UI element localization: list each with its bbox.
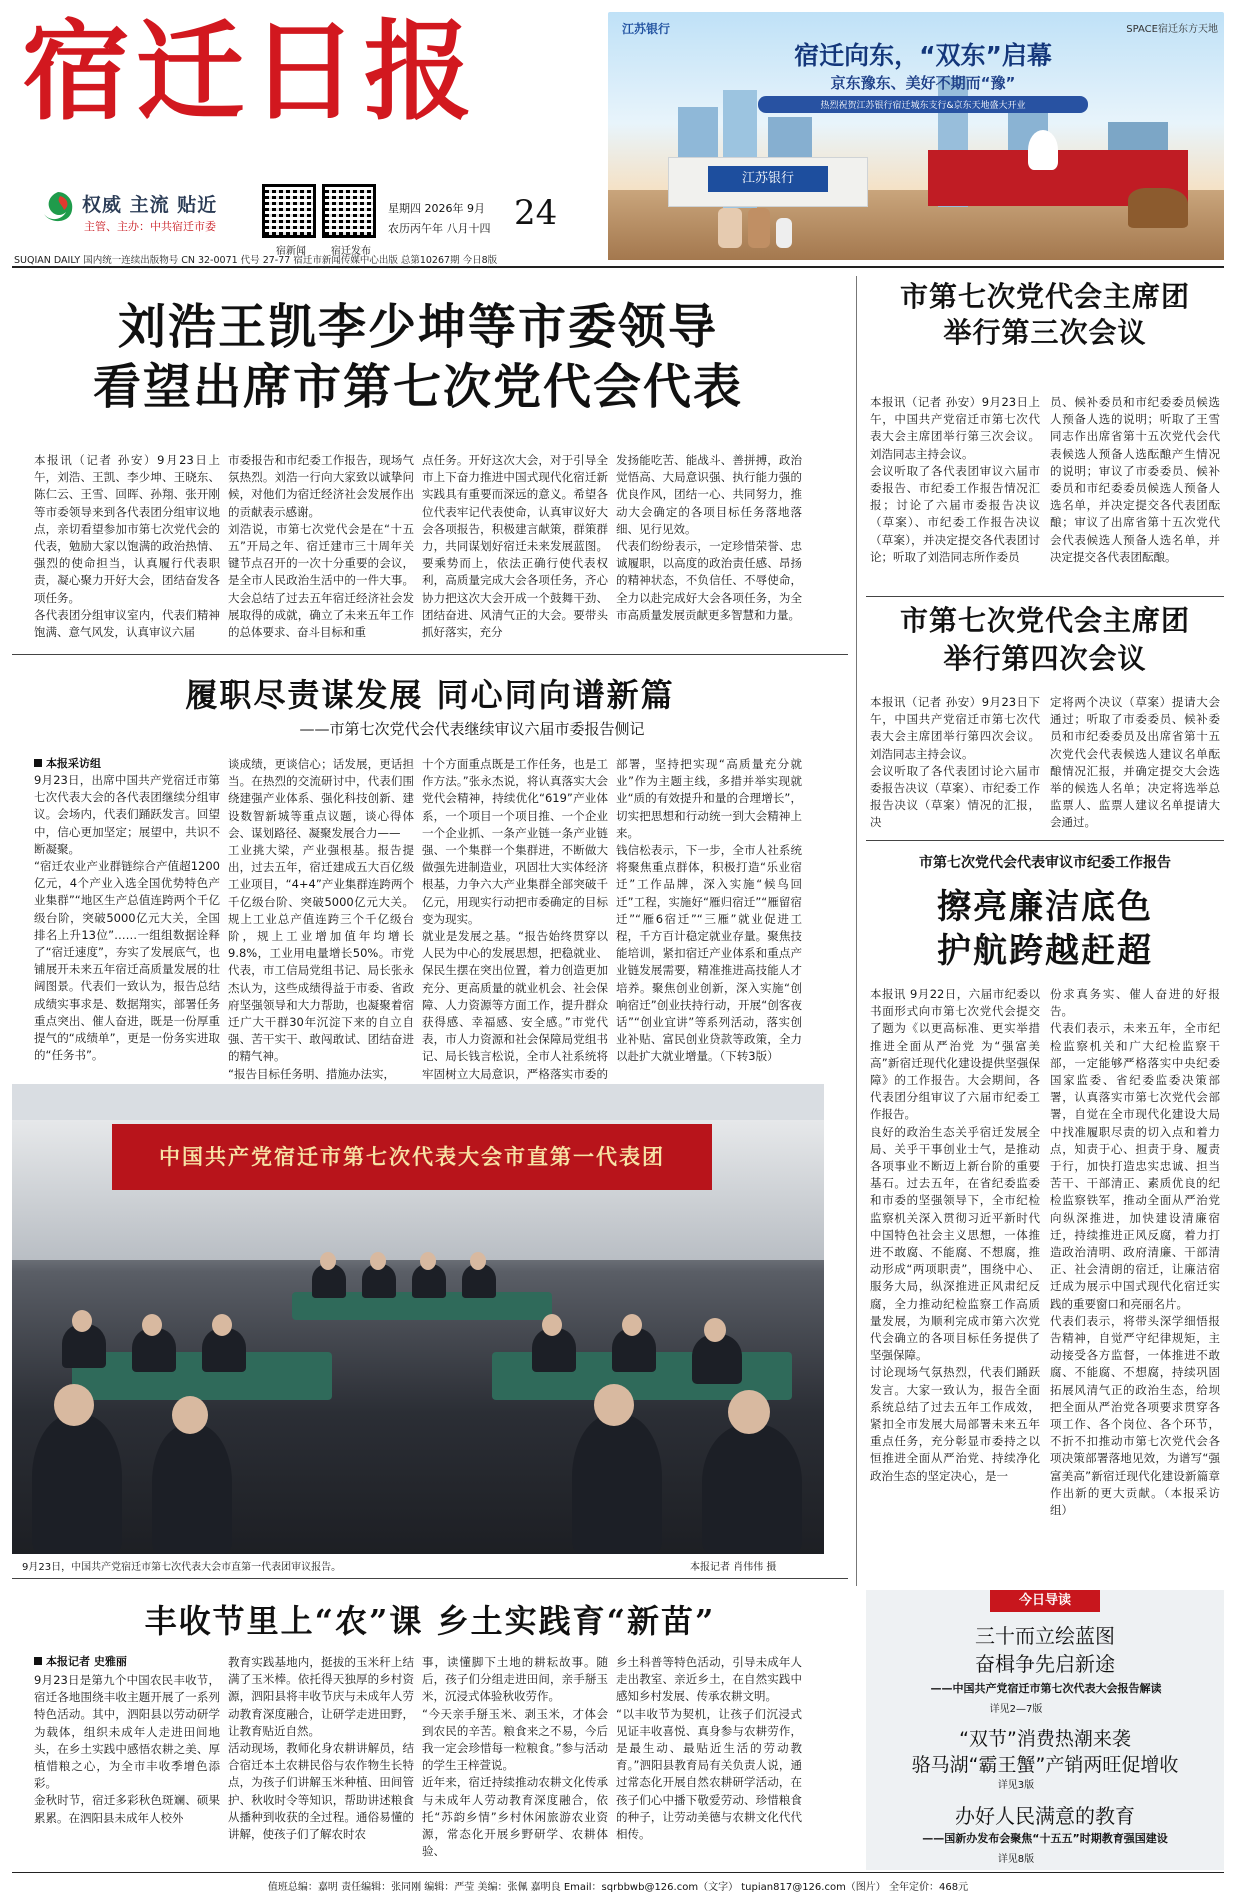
lead-column-4: 发扬能吃苦、能战斗、善拼搏，政治觉悟高、大局意识强、执行能力强的优良作风，团结一心、共同努力，推动大会确定的各项目标任务落地落细、见行见效。 代表们纷纷表示，一定珍惜荣誉、忠诚履职，以高度的政治责任感、昂扬的精神状态，不负信任、不辱使命，全力以赴完成好大会各项任务，为全市高质量发展贡献更多智慧和力量。 (616, 453, 802, 622)
logo-icon (40, 190, 76, 226)
guide-item-sub: ——中国共产党宿迁市第七次代表大会报告解读 (930, 1682, 1162, 1695)
discipline-article (866, 844, 1224, 1584)
guide-item[interactable] (866, 1796, 1224, 1870)
discipline-column-1: 本报讯 9月22日，六届市纪委以书面形式向市第七次党代会提交了题为《以更高标准、更实举措推进全面从严治党 为“强富美高”新宿迁现代化建设提供坚强保障》的工作报告。大会期间，各代表团分组审议了六届市纪委工作报告。 良好的政治生态关乎宿迁发展全局、关乎干事创业士气，是推动各项事业不断迈上新台阶的重要基石。过去五年，在省纪委监委和市委的坚强领导下，全市纪检监察机关深入贯彻习近平新时代中国特色社会主义思想，一体推进不敢腐、不能腐、不想腐，推动形成“两项职责”，围绕中心、服务大局，纵深推进正风肃纪反腐，全力推动纪检监察工作高质量发展，为顺利完成市第六次党代会确立的各项目标任务提供了坚强保障。 讨论现场气氛热烈，代表们踊跃发言。大家一致认为，报告全面系统总结了过去五年工作成效，紧扣全市发展大局部署未来五年重点任务，充分彰显市委持之以恒推进全面从严治党、持续净化政治生态的坚定决心，是一 (870, 987, 1040, 1483)
guide-item-title-2: 奋楫争先启新途 (975, 1652, 1115, 1676)
guide-item-title-1: 三十而立绘蓝图 (975, 1624, 1115, 1648)
masthead-slogan: 权威 主流 贴近 (82, 194, 218, 216)
discipline-kicker: 市第七次党代会代表审议市纪委工作报告 (919, 855, 1171, 871)
discipline-headline-line-2: 护航跨越赶超 (937, 931, 1153, 971)
ad-partner-logo: SPACE宿迁东方天地 (1126, 24, 1218, 35)
review-byline (34, 752, 194, 771)
lead-column-1: 本报讯（记者 孙安）9月23日上午，刘浩、王凯、李少坤、王晓东、陈仁云、王雪、回晖、孙翔、张开刚等市委领导来到各代表团分组审议地点，亲切看望参加市第七次党代会的代表，勉励大家以饱满的政治热情、强烈的使命担当，认真履行代表职责，凝心聚力开好大会，团结奋发各项任务。 各代表团分组审议室内，代表们精神饱满、意气风发，认真审议六届 (34, 453, 220, 640)
date-line-1: 星期四 2026年 9月 (388, 202, 485, 215)
discipline-headline-line-1: 擦亮廉洁底色 (937, 887, 1153, 927)
guide-item[interactable] (866, 1720, 1224, 1790)
ad-bank-logo: 江苏银行 (622, 22, 671, 36)
ad-line-2: 京东豫东、美好不期而“豫” (830, 74, 1016, 92)
guide-label: 今日导读 (990, 1590, 1100, 1612)
photo-caption: 9月23日，中国共产党宿迁市第七次代表大会市直第一代表团审议报告。 (22, 1562, 342, 1573)
right1-headline-line-1: 市第七次党代会主席团 (899, 280, 1190, 313)
advertisement[interactable] (608, 12, 1224, 260)
ad-bank-sign: 江苏银行 (708, 166, 828, 192)
right-article-2 (866, 600, 1224, 836)
harvest-column-1: 9月23日是第九个中国农民丰收节，宿迁各地围绕丰收主题开展了一系列特色活动。其中，泗阳县以劳动研学为载体，组织未成年人走进田间地头，在乡土实践中感悟农耕之美、厚植惜粮之心，为全市丰收季增色添彩。 金秋时节，宿迁多彩秋色斑斓、硕果累累。在泗阳县未成年人校外 (34, 1673, 220, 1825)
guide-item-title-1: “双节”消费热潮来袭 (959, 1728, 1131, 1750)
review-byline-text: 本报采访组 (46, 757, 101, 770)
right1-column-2: 员、候补委员和市纪委委员候选人预备人选的说明；听取了王雪同志作出席省第十五次党代会代表候选人预备人选酝酿产生情况的说明；审议了市委委员、候补委员和市纪委委员候选人预备人选名单，并决定提交各代表团酝酿；审议了出席省第十五次党代会代表候选人预备人选名单，并决定提交各代表团酝酿。 (1050, 395, 1220, 564)
qr1-label: 宿新闻 (276, 246, 306, 257)
date-line-2: 农历丙午年 八月十四 (388, 222, 491, 235)
masthead (0, 0, 1236, 268)
harvest-byline-text: 本报记者 史雅丽 (46, 1655, 127, 1668)
review-column-4: 部署，坚持把实现“高质量充分就业”作为主题主线，多措并举实现就业“质的有效提升和量的合理增长”，切实把思想和行动统一到大会精神上来。 钱信松表示，下一步，全市人社系统将聚焦重点群体，积极打造“乐业宿迁”工作品牌，深入实施“候鸟回迁”工程，实施好“雁归宿迁”“雁留宿迁”“雁6宿迁”“三雁”就业促进工程，千方百计稳定就业存量。聚焦技能培训，紧扣宿迁产业体系和重点产业链发展需要，精准推进高技能人才培养。聚焦创业创新，深入实施“创响宿迁”创业扶持行动，开展“创客夜话”“创业宜讲”等系列活动，落实创业补贴、富民创业贷款等政策，全力以赴扩大就业增量。（下转3版） (616, 757, 802, 1064)
review-article (12, 658, 848, 1081)
guide-item-ref: 详见2—7版 (989, 1704, 1043, 1715)
info-bar: SUQIAN DAILY 国内统一连续出版物号 CN 32-0071 代号 27-77 宿迁市新闻传媒中心出版 总第10267期 今日8版 (14, 255, 498, 266)
right-article-1 (866, 272, 1224, 592)
lead-column-2: 市委报告和市纪委工作报告，现场气氛热烈。刘浩一行向大家致以诚挚问候，对他们为宿迁经济社会发展作出的贡献表示感谢。 刘浩说，市第七次党代会是在“十五五”开局之年、宿迁建市三十周年关键节点召开的一次十分重要的会议，是全市人民政治生活中的一件大事。大会总结了过去五年宿迁经济社会发展取得的成就，确立了未来五年工作的总体要求、奋斗目标和重 (228, 453, 414, 640)
harvest-column-2: 教育实践基地内，挺拔的玉米秆上结满了玉米棒。依托得天独厚的乡村资源，泗阳县将丰收节庆与未成年人劳动教育深度融合，让研学走进田野，让教育贴近自然。 活动现场，教师化身农耕讲解员，结合宿迁本土农耕民俗与农作物生长特点，为孩子们讲解玉米种植、田间管护、秋收时令等知识，帮助讲述粮食从播种到收获的全过程。通俗易懂的讲解，使孩子们了解农时农 (228, 1655, 414, 1842)
review-column-2: 谈成绩，更谈信心；话发展，更话担当。在热烈的交流研讨中，代表们围绕建强产业体系、强化科技创新、建设数智新城等重点议题，谈心得体会、谋划路径、凝聚发展合力—— 工业挑大梁，产业强根基。报告提出，过去五年，宿迁建成五大百亿级工业项目，“4+4”产业集群连跨两个千亿级台阶、突破5000亿元大关。规上工业总产值连跨三个千亿级台阶，规上工业增加值年均增长9.8%，工业用电量增长50%。市党代表，市工信局党组书记、局长张永杰认为，这些成绩得益于市委、省政府坚强领导和大力帮助，也凝聚着宿迁广大干群30年沉淀下来的自立自强、苦干实干、敢闯敢试、团结奋进的精气神。 “报告目标任务明、措施办法实， (228, 757, 414, 1081)
guide-item-ref: 详见8版 (997, 1854, 1035, 1865)
right2-column-2: 定将两个决议（草案）提请大会通过；听取了市委委员、候补委员和市纪委委员及出席省第十五次党代会代表候选人建议名单酝酿情况汇报，并确定提交大会选举的候选人名单；决定将选举总监票人、监票人建议名单提请大会通过。 (1050, 695, 1220, 830)
harvest-byline (34, 1650, 214, 1669)
lead-headline-line-2: 看望出席市第七次党代会代表 (92, 359, 743, 415)
guide-item-title-1: 办好人民满意的教育 (955, 1804, 1135, 1828)
review-headline: 履职尽责谋发展 同心同向谱新篇 (185, 676, 675, 714)
ad-headline: 宿迁向东，“双东”启幕 (794, 41, 1052, 70)
footer-credits: 值班总编：嘉明 责任编辑：张同刚 编辑：严莹 美编：张佩 嘉明良 Email：sqrbbwb@126.com（文字） tupian817@126.com（图片） 全年定价：468元 (267, 1882, 969, 1893)
guide-item-ref: 详见3版 (997, 1780, 1035, 1791)
lead-column-3: 点任务。开好这次大会，对于引导全市上下奋力推进中国式现代化宿迁新实践具有重要而深远的意义。希望各位代表牢记代表使命，认真审议好大会各项报告，积极建言献策，群策群力，共同谋划好宿迁未来发展蓝图。要乘势而上，依法正确行使代表权利，高质量完成大会各项任务，齐心协力把这次大会开成一个鼓舞干劲、团结奋进、风清气正的大会。要带头抓好落实，充分 (422, 453, 608, 640)
right2-headline-line-2: 举行第四次会议 (943, 642, 1147, 675)
lead-article (12, 272, 824, 650)
date-day: 24 (514, 193, 558, 233)
ad-line-3: 热烈祝贺江苏银行宿迁城东支行&京东天地盛大开业 (758, 96, 1088, 113)
guide-item-title-2: 骆马湖“霸王蟹”产销两旺促增收 (911, 1754, 1179, 1776)
masthead-title: 宿迁日报 (22, 9, 479, 135)
right1-column-1: 本报讯（记者 孙安）9月23日上午，中国共产党宿迁市第七次代表大会主席团举行第三次会议。刘浩同志主持会议。 会议听取了各代表团审议六届市委报告、市纪委工作报告情况汇报；讨论了六届市委报告决议（草案）、市纪委工作报告决议（草案），并决定提交各代表团讨论；听取了刘浩同志所作委员 (870, 395, 1040, 564)
guide-item[interactable] (866, 1616, 1224, 1716)
discipline-column-2: 份求真务实、催人奋进的好报告。 代表们表示，未来五年，全市纪检监察机关和广大纪检监察干部，一定能够严格落实中央纪委国家监委、省纪委监委决策部署，认真落实市第七次党代会部署，自觉在全市现代化建设大局中找准履职尽责的切入点和着力点，知责于心、担责于身、履责于行，加快打造忠实忠诚、担当苦干、干部清正、素质优良的纪检监察铁军，推动全面从严治党向纵深推进，加快建设清廉宿迁，持续推进正风反腐，着力打造政治清明、政府清廉、干部清正、社会清朗的宿迁，让廉洁宿迁成为展示中国式现代化宿迁实践的重要窗口和亮丽名片。 代表们表示，将带头深学细悟报告精神，自觉严守纪律规矩，主动接受各方监督，一体推进不敢腐、不能腐、不想腐，持续巩固拓展风清气正的政治生态，给坝把全面从严治党各项要求贯穿各项工作、各个岗位、各个环节，不折不扣推动市第七次党代会各项决策部署落地见效，为谱写“强富美高”新宿迁现代化建设新篇章作出新的更大贡献。（本报采访组） (1050, 987, 1220, 1518)
harvest-column-3: 事，读懂脚下土地的耕耘故事。随后，孩子们分组走进田间，亲手掰玉米，沉浸式体验秋收劳作。 “今天亲手掰玉米、剥玉米，才体会到农民的辛苦。粮食来之不易，今后我一定会珍惜每一粒粮食。”参与活动的学生王梓萱说。 近年来，宿迁持续推动农耕文化传承与未成年人劳动教育深度融合，依托“苏韵乡情”乡村休闲旅游农业资源，常态化开展乡野研学、农耕体验、 (422, 1655, 608, 1859)
review-column-1: 9月23日，出席中国共产党宿迁市第七次代表大会的各代表团继续分组审议。会场内，代表们踊跃发言。回望中，信心更加坚定；展望中，共识不断凝聚。 “宿迁农业产业群链综合产值超1200亿元，4个产业入选全国优势特色产业集群”“地区生产总值连跨两个千亿级台阶，突破5000亿元大关，全国排名上升13位”……一组组数据诠释了“宿迁速度”，夯实了发展底气，也铺展开未来五年宿迁高质量发展的壮阔图景。代表们一致认为，报告总结成绩实事求是、数据翔实，部署任务重点突出、催人奋进，既是一份厚重提气的“成绩单”，更是一份务实进取的“任务书”。 (34, 773, 220, 1063)
qr2-label: 宿迁发布 (331, 246, 371, 257)
masthead-sponsor: 主管、主办：中共宿迁市委 (84, 220, 216, 233)
qr-code-icon[interactable] (262, 184, 316, 238)
photo-credit: 本报记者 肖伟伟 摄 (690, 1562, 777, 1573)
right2-headline-line-1: 市第七次党代会主席团 (899, 604, 1190, 637)
harvest-headline: 丰收节里上“农”课 乡土实践育“新苗” (144, 1602, 716, 1640)
qr-code-icon[interactable] (322, 184, 376, 238)
guide-item-sub: ——国新办发布会聚焦“十五五”时期教育强国建设 (922, 1832, 1168, 1845)
right2-column-1: 本报讯（记者 孙安）9月23日下午，中国共产党宿迁市第七次代表大会主席团举行第四次会议。刘浩同志主持会议。 会议听取了各代表团讨论六届市委报告决议（草案）、市纪委工作报告决议（草案）情况的汇报，决 (870, 695, 1040, 830)
harvest-article (12, 1582, 848, 1866)
photo-banner: 中国共产党宿迁市第七次代表大会市直第一代表团 (112, 1124, 712, 1190)
right1-headline-line-2: 举行第三次会议 (943, 316, 1147, 349)
harvest-column-4: 乡土科普等特色活动，引导未成年人走出教室、亲近乡土，在自然实践中感知乡村发展、传承农耕文明。 “以丰收节为契机，让孩子们沉浸式见证丰收喜悦、真身参与农耕劳作，是最生动、最贴近生活的劳动教育。”泗阳县教育局有关负责人说，通过常态化开展自然农耕研学活动，在孩子们心中播下敬爱劳动、珍惜粮食的种子，让劳动美德与农耕文化代代相传。 (616, 1655, 802, 1842)
today-guide (866, 1590, 1224, 1870)
review-column-3: 十个方面重点既是工作任务，也是工作方法。”张永杰说，将认真落实大会党代会精神，持续优化“619”产业体系，一个项目一个项目推、一个企业一个企业抓、一条产业链一条产业链强、一个集群一个集群进，不断做大做强先进制造业，巩固壮大实体经济根基，力争六大产业集群全部突破千亿元，用现实行动把市委确定的目标变为现实。 就业是发展之基。“报告始终贯穿以人民为中心的发展思想，把稳就业、保民生摆在突出位置，着力创造更加充分、更高质量的就业机会、社会保障、人力资源等方面工作，提升群众获得感、幸福感、安全感。”市党代表，市人力资源和社会保障局党组书记、局长钱言松说，全市人社系统将牢固树立大局意识，严格落实市委的 (422, 757, 608, 1081)
news-photo[interactable] (12, 1084, 824, 1554)
review-subhead: ——市第七次党代会代表继续审议六届市委报告侧记 (299, 720, 645, 738)
lead-headline-line-1: 刘浩王凯李少坤等市委领导 (117, 299, 718, 355)
